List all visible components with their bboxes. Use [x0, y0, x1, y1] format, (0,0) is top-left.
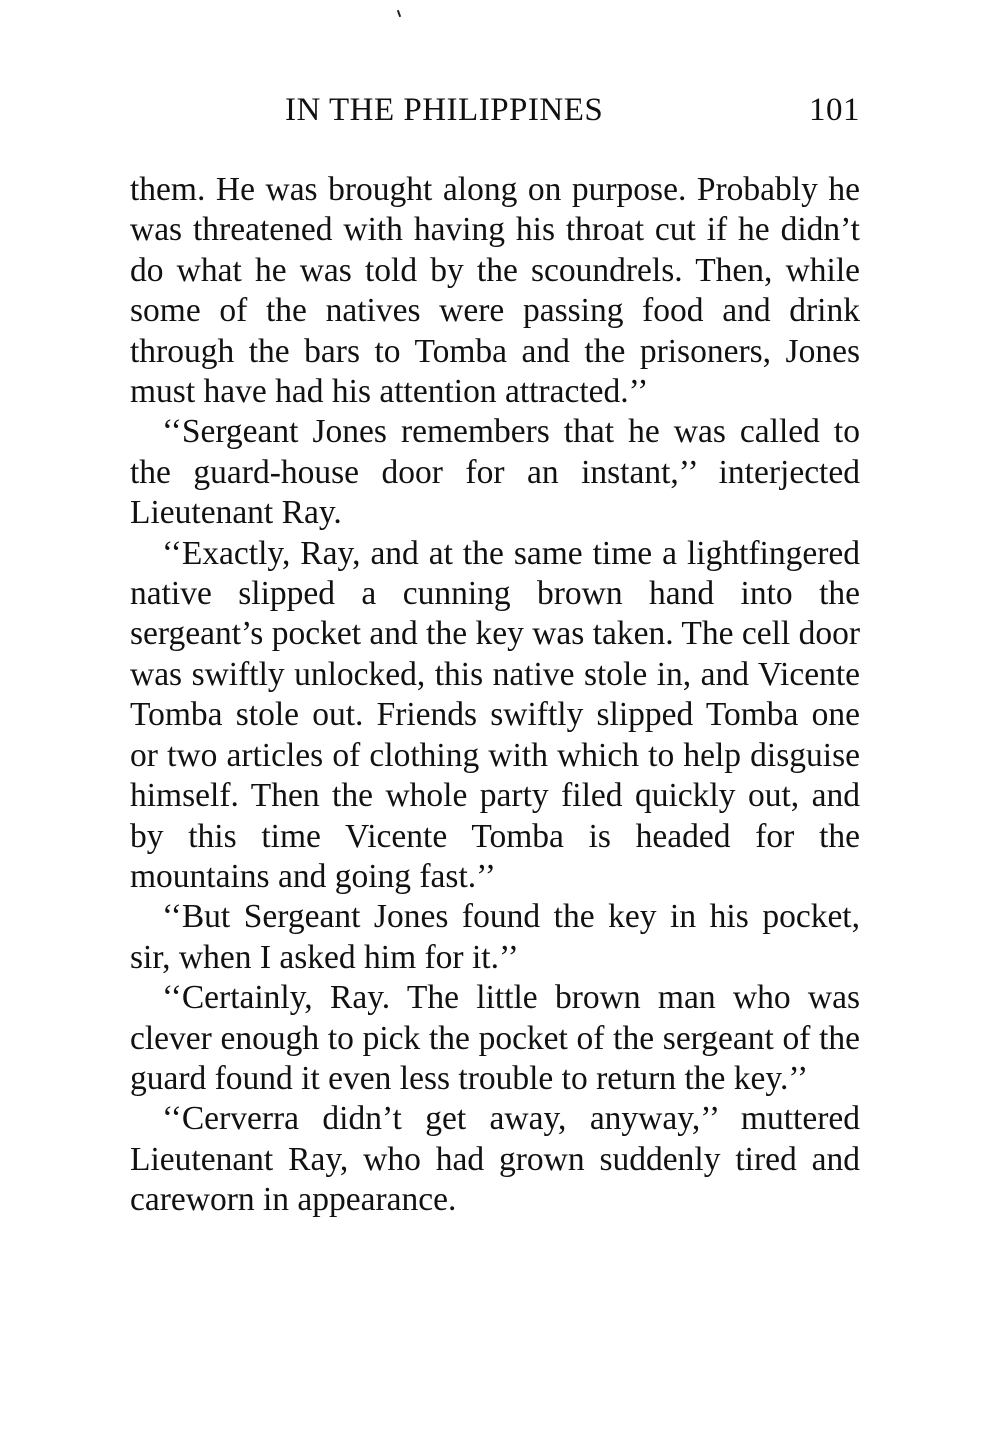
running-head-title: IN THE PHILIPPINES: [285, 92, 604, 128]
print-speck: [397, 10, 401, 17]
paragraph: ‘‘But Sergeant Jones found the key in his pocket, sir, when I asked him for it.’’: [130, 898, 860, 976]
paragraph: ‘‘Certainly, Ray. The little brown man who was clever enough to pick the pocket of the sergeant of the guard found it even less trouble to return the key.’’: [130, 979, 860, 1097]
paragraph: ‘‘Exactly, Ray, and at the same time a lightfingered native slipped a cunning brown hand into the sergeant’s pocket and the key was taken. The cell door was swiftly unlocked, this native stole in, and Vicente Tomba stole out. Friends swiftly slipped Tomba one or two articles of clothing with which to help disguise himself. Then the whole party filed quickly out, and by this time Vicente Tomba is headed for the mountains and going fast.’’: [130, 534, 860, 895]
paragraph: ‘‘Cerverra didn’t get away, anyway,’’ muttered Lieutenant Ray, who had grown suddenly tired and careworn in appearance.: [130, 1100, 860, 1219]
page-number: 101: [809, 92, 860, 128]
body-text: [130, 170, 860, 1221]
paragraph: them. He was brought along on purpose. Probably he was threatened with having his throat cut if he didn’t do what he was told by the scoundrels. Then, while some of the natives were passing food and drink through the bars to Tomba and the prisoners, Jones must have had his attention attracted.’’: [130, 171, 860, 411]
running-head: [130, 88, 860, 132]
paragraph: ‘‘Sergeant Jones remembers that he was called to the guard-house door for an instant,’’ interjected Lieutenant Ray.: [130, 413, 860, 532]
